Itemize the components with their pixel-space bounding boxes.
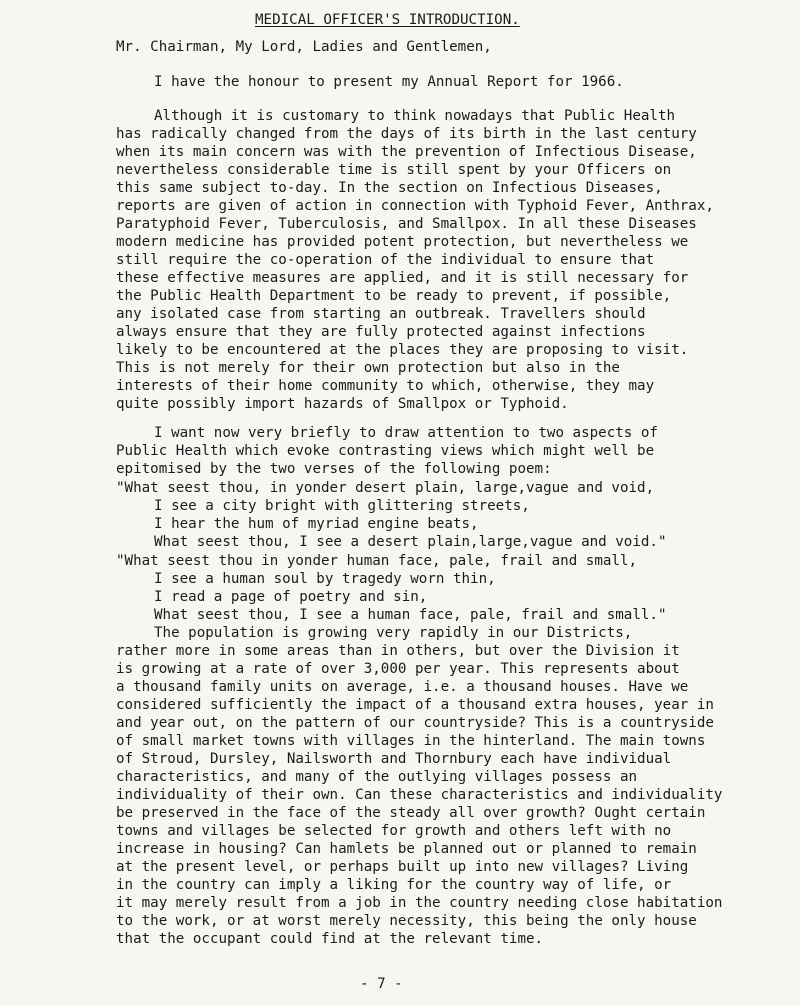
paragraph-2-line: when its main concern was with the prevention of Infectious Disease, — [116, 144, 697, 160]
paragraph-2-line: has radically changed from the days of its birth in the last century — [116, 126, 697, 142]
paragraph-2-line: Although it is customary to think nowadays that Public Health — [154, 108, 676, 124]
paragraph-2-line: modern medicine has provided potent protection, but nevertheless we — [116, 234, 689, 250]
paragraph-4-line: is growing at a rate of over 3,000 per year. This represents about — [116, 661, 680, 677]
paragraph-2-line: Paratyphoid Fever, Tuberculosis, and Smallpox. In all these Diseases — [116, 216, 697, 232]
paragraph-4-line: that the occupant could find at the relevant time. — [116, 931, 544, 947]
paragraph-4-line: considered sufficiently the impact of a thousand extra houses, year in — [116, 697, 714, 713]
paragraph-4-line: of small market towns with villages in the hinterland. The main towns — [116, 733, 706, 749]
paragraph-3-line: epitomised by the two verses of the following poem: — [116, 461, 552, 477]
paragraph-4-line: it may merely result from a job in the country needing close habitation — [116, 895, 723, 911]
poem-verse-2-line: I read a page of poetry and sin, — [154, 589, 428, 605]
paragraph-2-line: quite possibly import hazards of Smallpox or Typhoid. — [116, 396, 569, 412]
poem-verse-2-line: "What seest thou in yonder human face, pale, frail and small, — [116, 553, 638, 569]
poem-verse-2-line: I see a human soul by tragedy worn thin, — [154, 571, 496, 587]
page-number: - 7 - — [360, 976, 403, 992]
paragraph-4-line: towns and villages be selected for growth and others left with no — [116, 823, 672, 839]
paragraph-2-line: This is not merely for their own protection but also in the — [116, 360, 620, 376]
paragraph-1-line: I have the honour to present my Annual Report for 1966. — [154, 74, 624, 90]
paragraph-2-line: any isolated case from starting an outbreak. Travellers should — [116, 306, 646, 322]
paragraph-4-line: a thousand family units on average, i.e. a thousand houses. Have we — [116, 679, 689, 695]
paragraph-4-line: increase in housing? Can hamlets be planned out or planned to remain — [116, 841, 697, 857]
paragraph-4-line: be preserved in the face of the steady all over growth? Ought certain — [116, 805, 706, 821]
paragraph-4-line: and year out, on the pattern of our countryside? This is a countryside — [116, 715, 714, 731]
paragraph-2-line: the Public Health Department to be ready to prevent, if possible, — [116, 288, 672, 304]
poem-verse-1-line: "What seest thou, in yonder desert plain, large,vague and void, — [116, 480, 655, 496]
paragraph-3-line: Public Health which evoke contrasting views which might well be — [116, 443, 655, 459]
paragraph-2-line: these effective measures are applied, and it is still necessary for — [116, 270, 689, 286]
paragraph-4-line: of Stroud, Dursley, Nailsworth and Thornbury each have individual — [116, 751, 672, 767]
paragraph-2-line: likely to be encountered at the places they are proposing to visit. — [116, 342, 689, 358]
paragraph-2-line: this same subject to-day. In the section on Infectious Diseases, — [116, 180, 663, 196]
paragraph-2-line: nevertheless considerable time is still spent by your Officers on — [116, 162, 672, 178]
paragraph-2-line: reports are given of action in connection with Typhoid Fever, Anthrax, — [116, 198, 714, 214]
paragraph-2-line: always ensure that they are fully protected against infections — [116, 324, 646, 340]
paragraph-4-line: in the country can imply a liking for the country way of life, or — [116, 877, 672, 893]
paragraph-2-line: interests of their home community to which, otherwise, they may — [116, 378, 655, 394]
paragraph-4-line: individuality of their own. Can these characteristics and individuality — [116, 787, 723, 803]
paragraph-4-line: to the work, or at worst merely necessity, this being the only house — [116, 913, 697, 929]
poem-verse-1-line: What seest thou, I see a desert plain,large,vague and void." — [154, 534, 667, 550]
salutation-line: Mr. Chairman, My Lord, Ladies and Gentlemen, — [116, 39, 492, 55]
paragraph-4-line: rather more in some areas than in others, but over the Division it — [116, 643, 680, 659]
paragraph-2-line: still require the co-operation of the individual to ensure that — [116, 252, 655, 268]
paragraph-3-line: I want now very briefly to draw attention to two aspects of — [154, 425, 658, 441]
paragraph-4-line: at the present level, or perhaps built up into new villages? Living — [116, 859, 689, 875]
page-title: MEDICAL OFFICER'S INTRODUCTION. — [255, 12, 520, 28]
paragraph-4-line: characteristics, and many of the outlying villages possess an — [116, 769, 638, 785]
poem-verse-1-line: I see a city bright with glittering streets, — [154, 498, 530, 514]
poem-verse-2-line: What seest thou, I see a human face, pale, frail and small." — [154, 607, 667, 623]
paragraph-4-line: The population is growing very rapidly in our Districts, — [154, 625, 633, 641]
poem-verse-1-line: I hear the hum of myriad engine beats, — [154, 516, 479, 532]
